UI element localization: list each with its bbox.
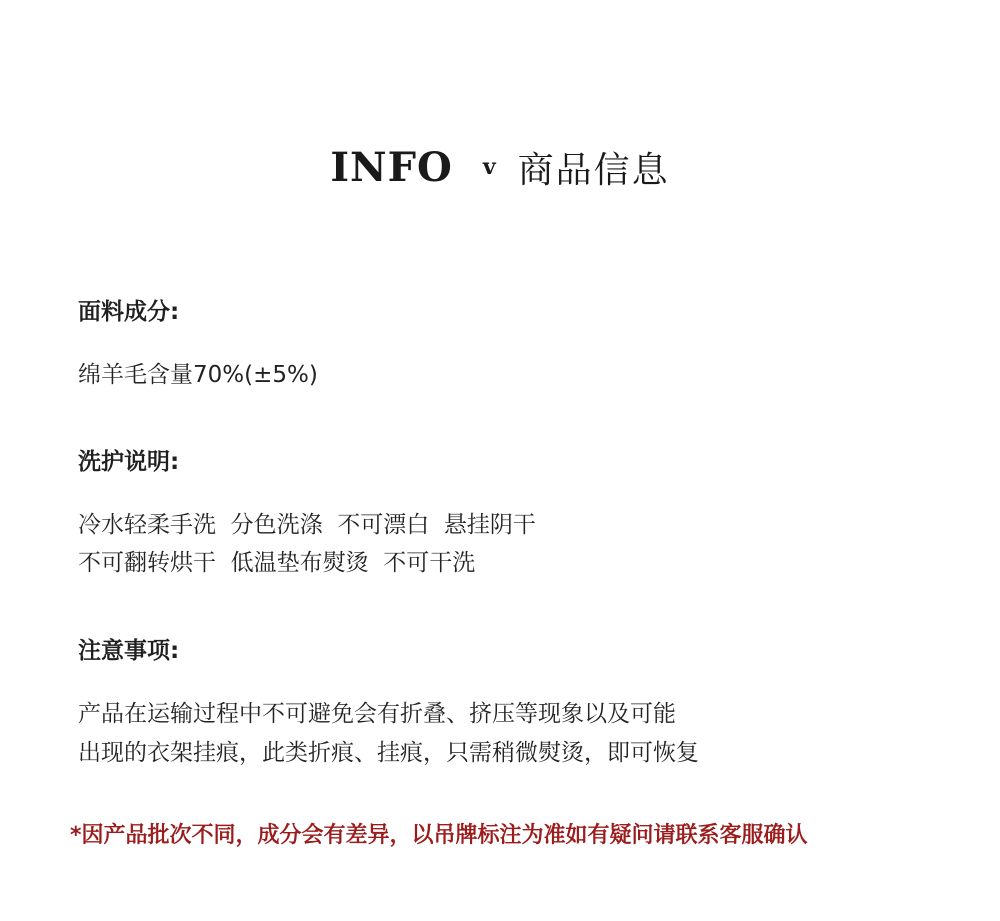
care-section-title: 洗护说明:	[78, 449, 180, 475]
footnote-disclaimer: *因产品批次不同，成分会有差异，以吊牌标注为准如有疑问请联系客服确认	[70, 823, 808, 848]
page-header	[0, 142, 1000, 192]
care-instructions-line-2: 不可翻转烘干 低温垫布熨烫 不可干洗	[78, 550, 476, 576]
care-instructions-line-1: 冷水轻柔手洗 分色洗涤 不可漂白 悬挂阴干	[78, 512, 536, 538]
fabric-section-title: 面料成分:	[78, 299, 180, 325]
header-english-title: INFO	[330, 143, 453, 191]
notice-text-line-1: 产品在运输过程中不可避免会有折叠、挤压等现象以及可能	[78, 701, 676, 727]
header-separator-mark: v	[482, 154, 496, 180]
header-chinese-title: 商品信息	[517, 149, 670, 191]
notice-section-title: 注意事项:	[78, 638, 180, 664]
notice-text-line-2: 出现的衣架挂痕，此类折痕、挂痕，只需稍微熨烫，即可恢复	[78, 740, 699, 766]
fabric-composition-text: 绵羊毛含量70%(±5%)	[78, 362, 318, 388]
